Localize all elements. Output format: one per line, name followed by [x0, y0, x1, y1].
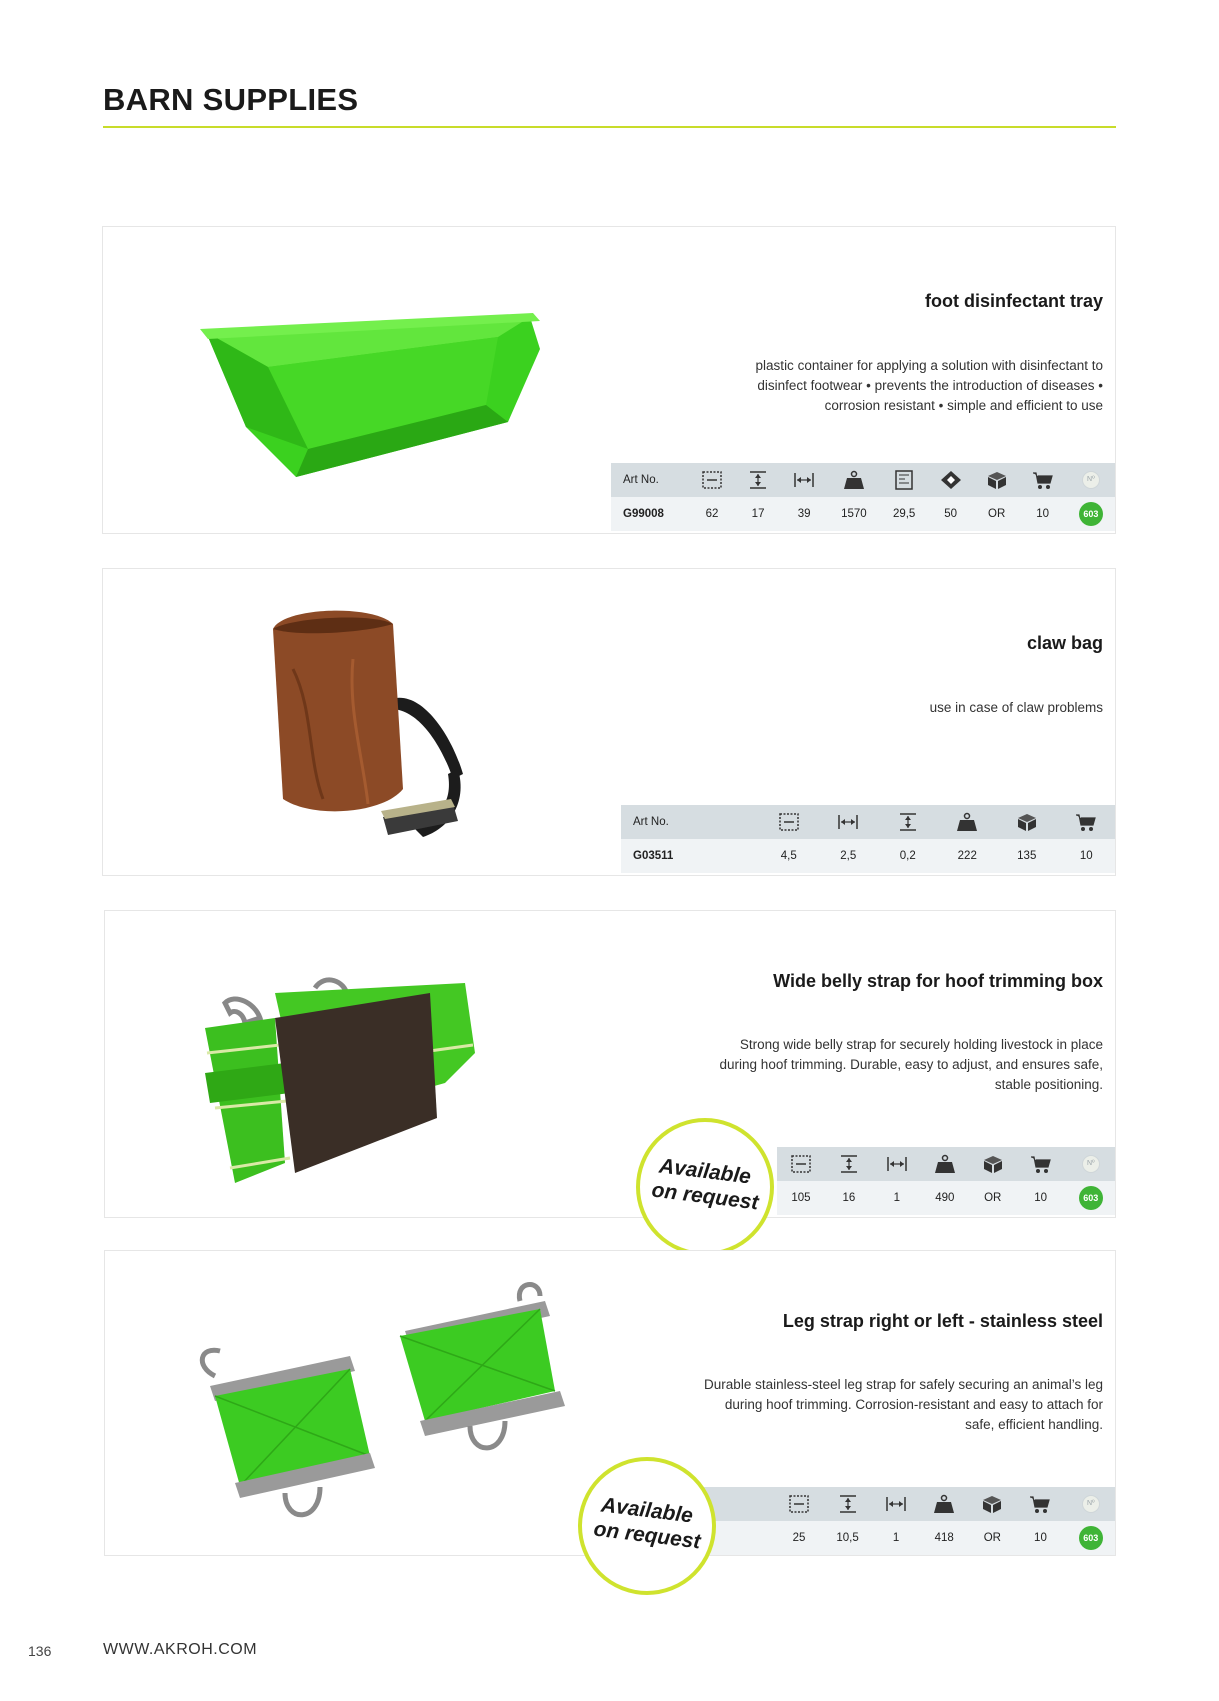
art-no-label: Art No. [611, 463, 689, 497]
product-title: Leg strap right or left - stainless steel [782, 1311, 1103, 1331]
product-title: Wide belly strap for hoof trimming box [773, 971, 1103, 991]
spec-value: 39 [781, 497, 827, 531]
spec-value: 418 [920, 1521, 968, 1555]
height-icon [747, 470, 769, 490]
page-number: 136 [28, 1643, 52, 1659]
spec-value: 1570 [827, 497, 881, 531]
product-title: claw bag [1026, 633, 1103, 653]
spec-value: 1 [872, 1521, 920, 1555]
product-description: use in case of claw problems [929, 700, 1103, 715]
spec-table [777, 1147, 1116, 1215]
spec-value: 0,2 [878, 839, 938, 873]
product-description: Durable stainless-steel leg strap for safely securing an animal’s leg during hoof trimming. Corrosion-resistant and easy to attach for safe, efficient handling. [704, 1377, 1103, 1432]
spec-value: 10,5 [823, 1521, 872, 1555]
number-icon: Nº [1082, 1495, 1100, 1513]
spec-value: 105 [777, 1181, 825, 1215]
title-divider [103, 126, 1116, 128]
product-description: Strong wide belly strap for securely holding livestock in place during hoof trimming. Durable, easy to adjust, and ensures safe, stable positioning. [719, 1037, 1103, 1092]
spec-data-row [777, 1181, 1116, 1215]
spec-value: 62 [689, 497, 735, 531]
spec-value: 2,5 [819, 839, 879, 873]
page-ref-badge: 603 [1079, 1526, 1103, 1550]
green-belly-strap-image [175, 933, 485, 1203]
box-icon [1016, 812, 1038, 832]
available-on-request-badge [578, 1457, 716, 1595]
page-title: BARN SUPPLIES [103, 82, 359, 117]
length-icon [778, 812, 800, 832]
art-no-label: Art No. [621, 805, 759, 839]
spec-data-row [621, 839, 1116, 873]
width-icon [837, 812, 859, 832]
width-icon [886, 1154, 908, 1174]
spec-value: OR [969, 1181, 1017, 1215]
number-icon: Nº [1082, 471, 1100, 489]
badge-line-on-request: on request [592, 1517, 702, 1554]
cart-icon [1032, 470, 1054, 490]
spec-value: 4,5 [759, 839, 819, 873]
spec-value: 10 [1057, 839, 1117, 873]
box-icon [986, 470, 1008, 490]
weight-icon [934, 1154, 956, 1174]
capacity-icon [893, 470, 915, 490]
length-icon [701, 470, 723, 490]
product-description: plastic container for applying a solution with disinfectant to disinfect footwear • prevents the introduction of diseases • corrosion resistant • simple and efficient to use [755, 358, 1103, 413]
spec-data-row [611, 497, 1116, 531]
spec-value: OR [968, 1521, 1016, 1555]
number-icon: Nº [1082, 1155, 1100, 1173]
badge-line-on-request: on request [650, 1178, 760, 1215]
available-on-request-badge [636, 1118, 774, 1256]
spec-table [611, 463, 1116, 531]
weight-icon [933, 1494, 955, 1514]
spec-value: 16 [825, 1181, 873, 1215]
weight-icon [843, 470, 865, 490]
spec-value: 10 [1016, 1521, 1064, 1555]
product-card-belly-strap [104, 910, 1116, 1218]
height-icon [837, 1494, 859, 1514]
box-icon [982, 1154, 1004, 1174]
page-ref-badge: 603 [1079, 502, 1103, 526]
page-ref-badge: 603 [1079, 1186, 1103, 1210]
spec-value: OR [974, 497, 1020, 531]
cart-icon [1075, 812, 1097, 832]
website-link[interactable]: WWW.AKROH.COM [103, 1641, 258, 1658]
height-icon [838, 1154, 860, 1174]
product-card-claw-bag [102, 568, 1116, 876]
spec-value: 10 [1017, 1181, 1065, 1215]
badge-line-available: Available [599, 1493, 695, 1528]
box-icon [981, 1494, 1003, 1514]
width-icon [885, 1494, 907, 1514]
badge-line-available: Available [657, 1154, 753, 1189]
height-icon [897, 812, 919, 832]
cart-icon [1029, 1494, 1051, 1514]
spec-value: 135 [997, 839, 1057, 873]
spec-header-row [611, 463, 1116, 497]
spec-value: 25 [775, 1521, 823, 1555]
product-title: foot disinfectant tray [924, 291, 1103, 311]
spec-value: 10 [1020, 497, 1066, 531]
cart-icon [1030, 1154, 1052, 1174]
pallet-icon [940, 470, 962, 490]
product-card-foot-tray [102, 226, 1116, 534]
brown-claw-bag-image [253, 589, 513, 859]
art-number: G03511 [621, 839, 759, 873]
weight-icon [956, 812, 978, 832]
length-icon [790, 1154, 812, 1174]
spec-value: 490 [921, 1181, 969, 1215]
spec-value: 222 [938, 839, 998, 873]
spec-value: 50 [928, 497, 974, 531]
spec-value: 1 [873, 1181, 921, 1215]
green-plastic-tray-image [188, 277, 568, 507]
spec-value: 17 [735, 497, 781, 531]
spec-table [621, 805, 1116, 873]
green-leg-straps-image [155, 1261, 625, 1551]
spec-header-row [777, 1147, 1116, 1181]
art-number: G99008 [611, 497, 689, 531]
width-icon [793, 470, 815, 490]
length-icon [788, 1494, 810, 1514]
spec-value: 29,5 [881, 497, 928, 531]
spec-header-row [621, 805, 1116, 839]
